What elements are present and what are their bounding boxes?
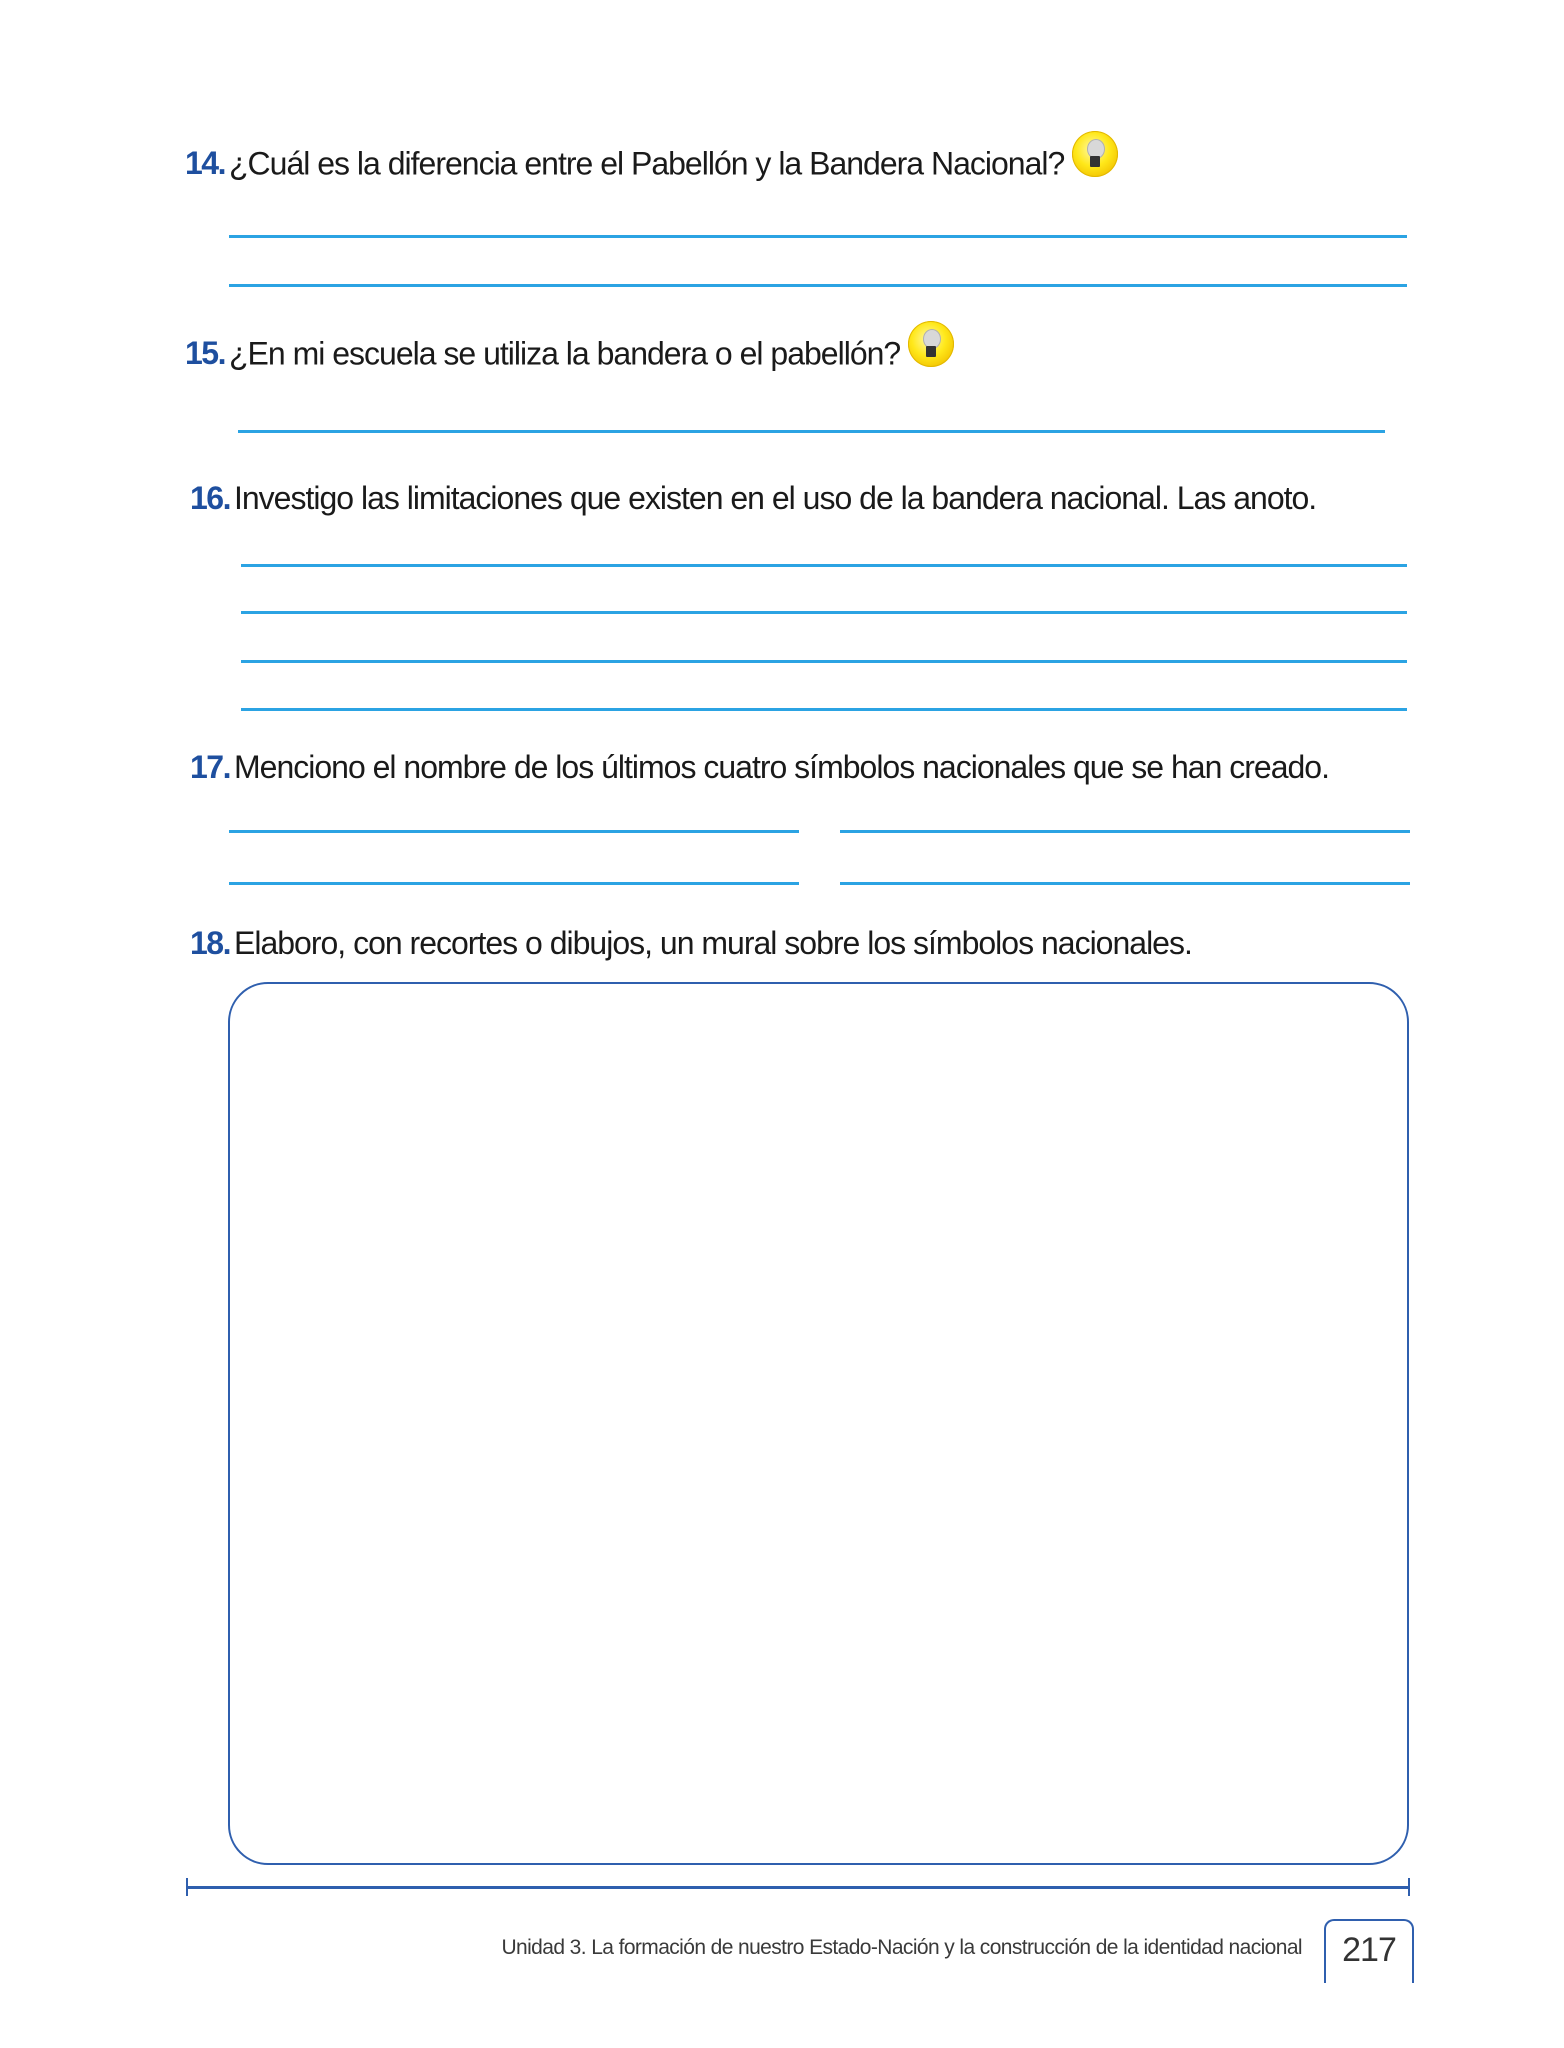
question-number: 17.	[190, 749, 230, 785]
lightbulb-icon	[1072, 131, 1118, 177]
footer-unit-title: Unidad 3. La formación de nuestro Estado-Nación y la construcción de la identidad nacional	[501, 1936, 1302, 1959]
answer-line[interactable]	[229, 235, 1407, 238]
question-16	[190, 478, 1316, 518]
answer-line[interactable]	[238, 430, 1385, 433]
answer-line[interactable]	[229, 882, 799, 885]
answer-line[interactable]	[229, 830, 799, 833]
answer-line[interactable]	[840, 830, 1410, 833]
question-text: Investigo las limitaciones que existen en el uso de la bandera nacional. Las anoto.	[233, 480, 1317, 516]
question-15	[185, 333, 954, 379]
footer-rule-tick	[1408, 1878, 1410, 1896]
question-number: 16.	[190, 480, 230, 516]
page-number-box	[1324, 1919, 1414, 1983]
answer-line[interactable]	[840, 882, 1410, 885]
page-number: 217	[1342, 1931, 1396, 1969]
question-18	[190, 923, 1192, 963]
question-text: ¿En mi escuela se utiliza la bandera o el pabellón?	[228, 335, 901, 372]
answer-line[interactable]	[241, 564, 1407, 567]
footer-rule-tick	[186, 1878, 188, 1896]
answer-line[interactable]	[241, 708, 1407, 711]
question-14	[185, 143, 1118, 189]
question-number: 15.	[185, 335, 225, 372]
answer-line[interactable]	[241, 660, 1407, 663]
answer-line[interactable]	[241, 611, 1407, 614]
question-17	[190, 747, 1329, 787]
footer-rule	[186, 1886, 1410, 1889]
question-text: Elaboro, con recortes o dibujos, un mural sobre los símbolos nacionales.	[233, 925, 1192, 961]
mural-drawing-area[interactable]	[228, 982, 1409, 1865]
question-text: ¿Cuál es la diferencia entre el Pabellón y la Bandera Nacional?	[228, 145, 1065, 182]
question-number: 14.	[185, 145, 225, 182]
question-number: 18.	[190, 925, 230, 961]
question-text: Menciono el nombre de los últimos cuatro símbolos nacionales que se han creado.	[233, 749, 1329, 785]
answer-line[interactable]	[229, 284, 1407, 287]
lightbulb-icon	[908, 321, 954, 367]
